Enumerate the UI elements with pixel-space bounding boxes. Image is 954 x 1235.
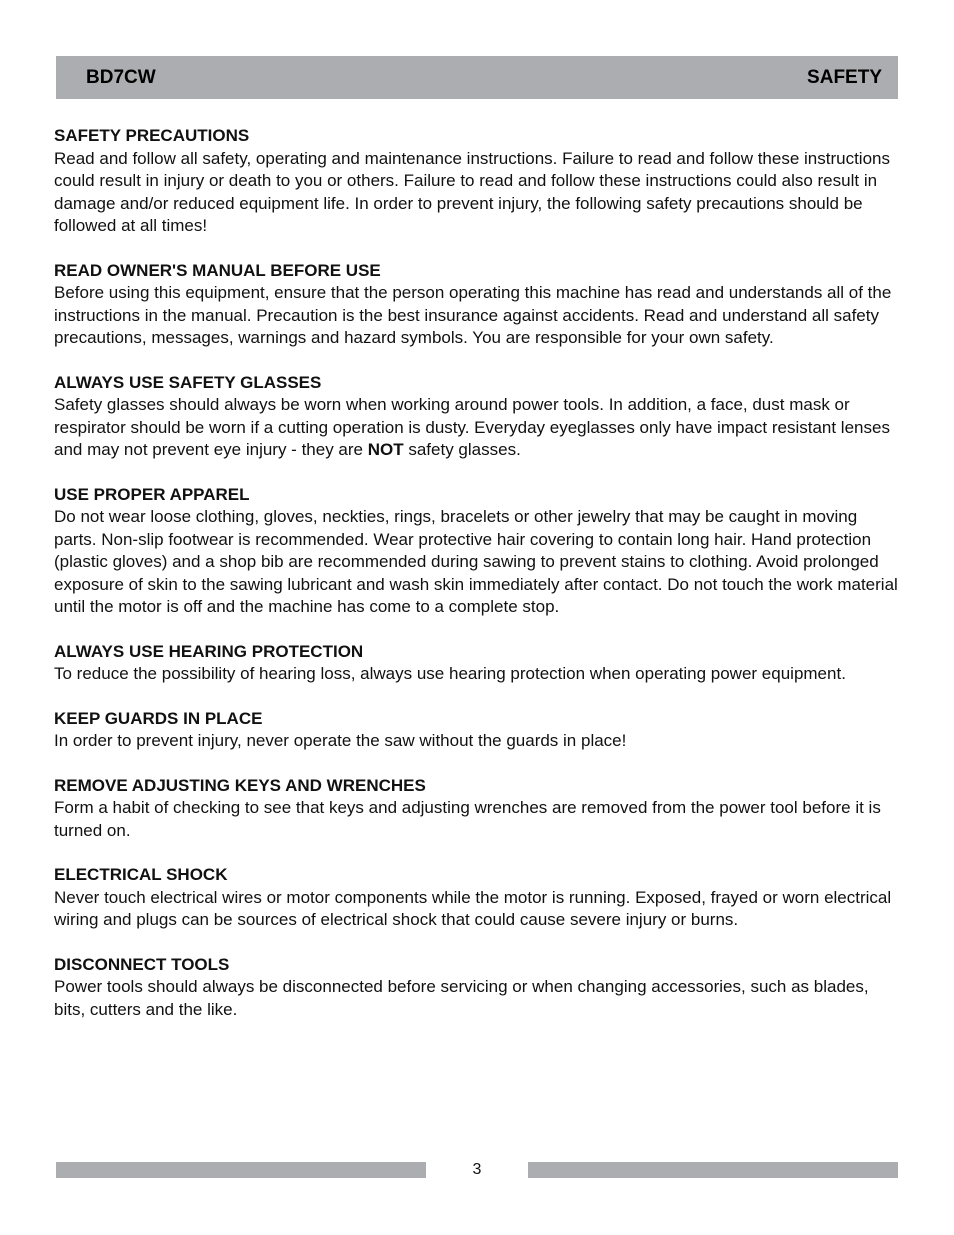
section-disconnect-tools xyxy=(54,954,900,1022)
section-heading: READ OWNER'S MANUAL BEFORE USE xyxy=(54,260,381,280)
section-proper-apparel xyxy=(54,484,900,619)
section-body: Never touch electrical wires or motor components while the motor is running. Exposed, frayed or worn electrical wiring and plugs can be sources of electrical shock that could cause severe injury or burns. xyxy=(54,887,892,929)
section-body: Form a habit of checking to see that keys and adjusting wrenches are removed from the power tool before it is turned on. xyxy=(54,798,881,840)
section-heading: SAFETY PRECAUTIONS xyxy=(54,126,250,145)
section-safety-precautions xyxy=(54,125,900,238)
section-read-manual xyxy=(54,260,900,350)
page-number: 3 xyxy=(472,1161,482,1178)
section-guards xyxy=(54,708,900,753)
section-heading: USE PROPER APPAREL xyxy=(54,484,250,504)
section-hearing-protection xyxy=(54,641,900,686)
footer-bar-right xyxy=(528,1162,898,1178)
section-body xyxy=(54,394,900,462)
model-name: BD7CW xyxy=(86,66,156,88)
body-text-after: safety glasses. xyxy=(403,440,521,459)
section-heading: DISCONNECT TOOLS xyxy=(54,954,230,974)
section-heading: ELECTRICAL SHOCK xyxy=(54,865,228,884)
section-body: Before using this equipment, ensure that the person operating this machine has read and understands all of the instructions in the manual. Precaution is the best insurance against accidents. Read and understand all safety precautions, messages, warnings and hazard symbols. You are responsible for your own safety. xyxy=(54,283,892,347)
section-adjusting-keys xyxy=(54,775,900,843)
section-heading: ALWAYS USE HEARING PROTECTION xyxy=(54,641,364,661)
section-body: Read and follow all safety, operating and maintenance instructions. Failure to read and follow these instructions could result in injury or death to you or others. Failure to read and follow these instructions could also result in damage and/or reduced equipment life. In order to prevent injury, the following safety precautions should be followed at all times! xyxy=(54,148,890,235)
section-body: Do not wear loose clothing, gloves, neckties, rings, bracelets or other jewelry that may be caught in moving parts. Non-slip footwear is recommended. Wear protective hair covering to contain long hair. Hand protection (plastic gloves) and a shop bib are recommended during sawing to prevent stains to clothing. Avoid prolonged exposure of skin to the sawing lubricant and wash skin immediately after contact. Do not touch the work material until the motor is off and the machine has come to a complete stop. xyxy=(54,507,898,616)
section-body: To reduce the possibility of hearing loss, always use hearing protection when operating power equipment. xyxy=(54,664,846,683)
section-body: In order to prevent injury, never operate the saw without the guards in place! xyxy=(54,731,627,750)
body-text-emphasis: NOT xyxy=(367,440,404,459)
section-body: Power tools should always be disconnected before servicing or when changing accessories, such as blades, bits, cutters and the like. xyxy=(54,977,869,1019)
section-heading: REMOVE ADJUSTING KEYS AND WRENCHES xyxy=(54,775,426,795)
body-text-before: Safety glasses should always be worn when working around power tools. In addition, a face, dust mask or respirator should be worn if a cutting operation is dusty. Everyday eyeglasses only have impact resistant lenses and may not prevent eye injury - they are xyxy=(54,395,890,459)
footer-bar-left xyxy=(56,1162,426,1178)
section-name: SAFETY xyxy=(807,66,882,88)
section-safety-glasses xyxy=(54,372,900,462)
page-content xyxy=(54,125,900,1043)
section-heading: KEEP GUARDS IN PLACE xyxy=(54,708,263,728)
header-bar xyxy=(56,56,898,99)
section-electrical-shock xyxy=(54,864,900,932)
section-heading: ALWAYS USE SAFETY GLASSES xyxy=(54,372,322,392)
